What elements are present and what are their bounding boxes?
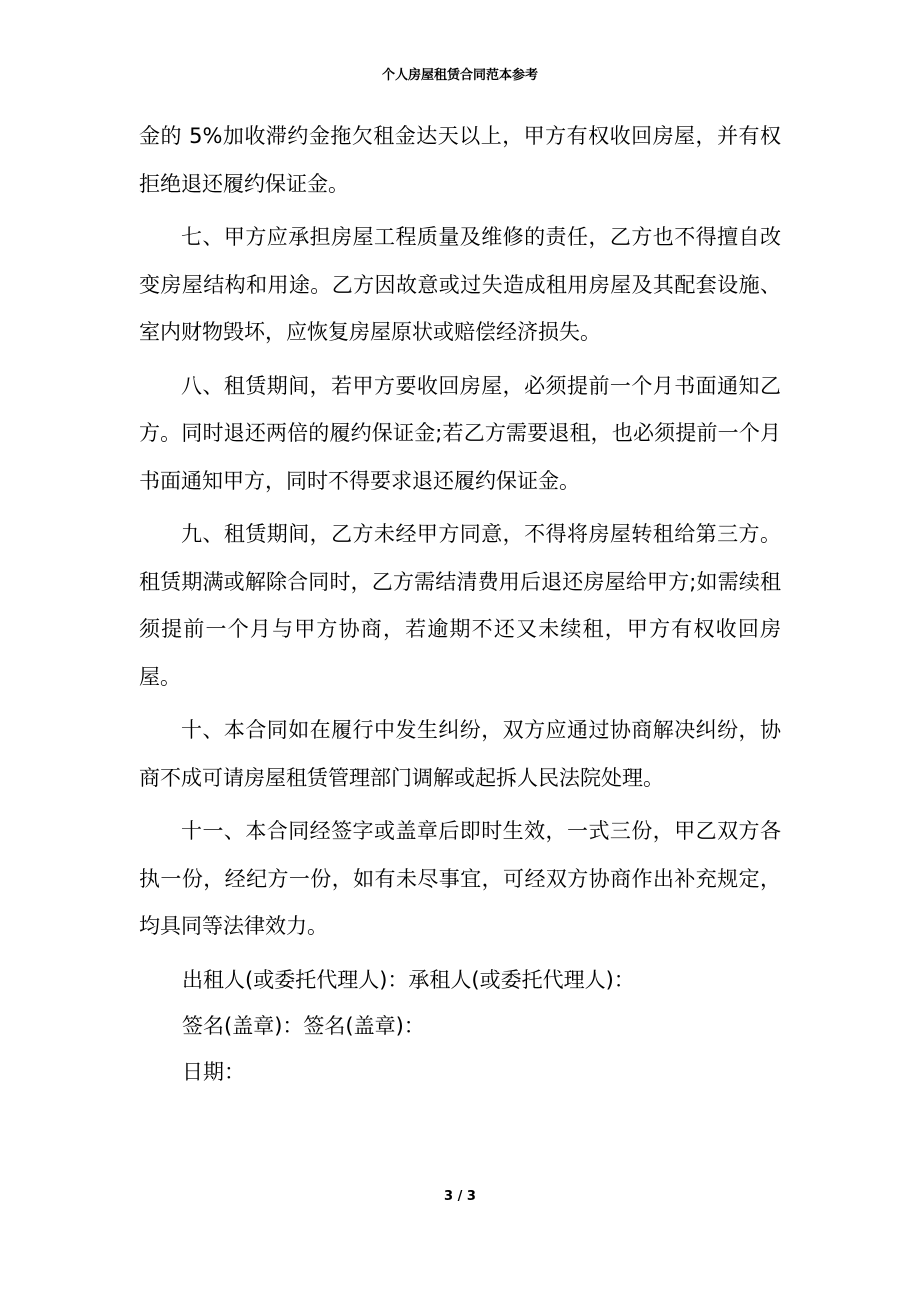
paragraph-clause-11: 十一、本合同经签字或盖章后即时生效，一式三份，甲乙双方各执一份，经纪方一份，如有未尽事宜，可经双方协商作出补充规定，均具同等法律效力。	[139, 819, 781, 938]
document-body	[139, 113, 781, 1095]
page-header-title: 个人房屋租赁合同范本参考	[381, 68, 538, 83]
paragraph-clause-10: 十、本合同如在履行中发生纠纷，双方应通过协商解决纠纷，协商不成可请房屋租赁管理部门调解或起拆人民法院处理。	[139, 718, 781, 790]
signature-line-date: 日期：	[182, 1059, 245, 1084]
signature-line-sign: 签名(盖章)：签名(盖章)：	[182, 1013, 425, 1038]
page-number: 3 / 3	[444, 1189, 476, 1204]
signature-line-parties: 出租人(或委托代理人)：承租人(或委托代理人)：	[182, 967, 635, 992]
paragraph-continuation: 金的 5%加收滞约金拖欠租金达天以上，甲方有权收回房屋，并有权拒绝退还履约保证金。	[139, 124, 781, 196]
paragraph-clause-9: 九、租赁期间，乙方未经甲方同意，不得将房屋转租给第三方。租赁期满或解除合同时，乙方需结清费用后退还房屋给甲方;如需续租须提前一个月与甲方协商，若逾期不还又未续租，甲方有权收回房屋。	[139, 522, 781, 689]
paragraph-clause-7: 七、甲方应承担房屋工程质量及维修的责任，乙方也不得擅自改变房屋结构和用途。乙方因故意或过失造成租用房屋及其配套设施、室内财物毁坏，应恢复房屋原状或赔偿经济损失。	[139, 225, 781, 344]
signature-block	[139, 957, 781, 1095]
paragraph-clause-8: 八、租赁期间，若甲方要收回房屋，必须提前一个月书面通知乙方。同时退还两倍的履约保证金;若乙方需要退租，也必须提前一个月书面通知甲方，同时不得要求退还履约保证金。	[139, 373, 781, 493]
